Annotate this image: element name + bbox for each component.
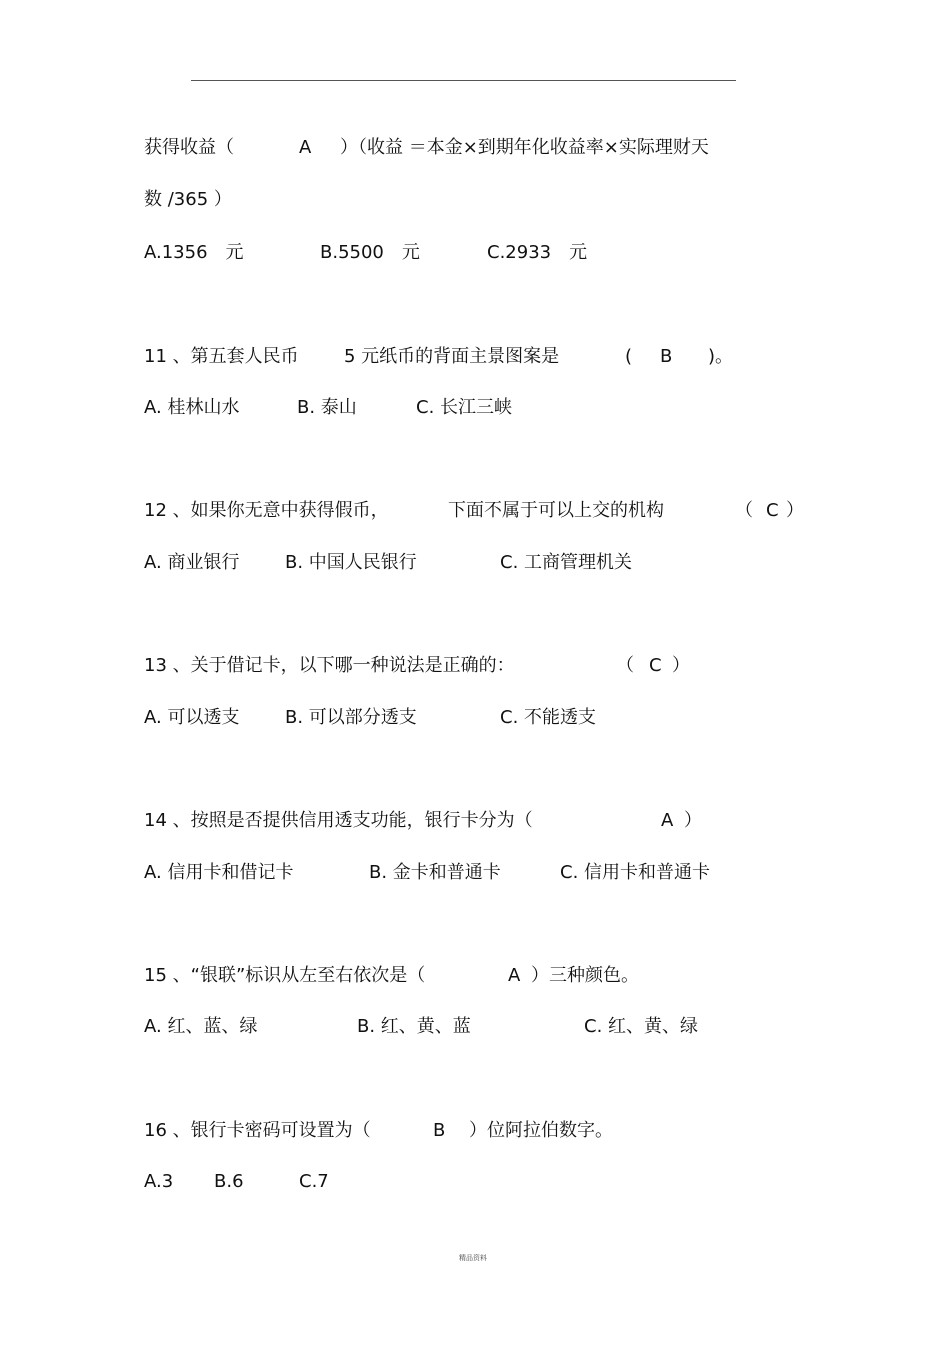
q15-option-c: C. 红、黄、绿: [584, 1016, 699, 1037]
q14-stem: 14 、按照是否提供信用透支功能，银行卡分为（: [144, 810, 533, 831]
q14-answer: A: [661, 810, 674, 831]
q12-stem-b: 下面不属于可以上交的机构: [448, 500, 664, 521]
q16-close: ）位阿拉伯数字。: [469, 1120, 613, 1141]
q13-stem: 13 、关于借记卡，以下哪一种说法是正确的：: [144, 655, 515, 676]
q11-option-a: A. 桂林山水: [144, 397, 240, 418]
q16-option-a: A.3: [144, 1171, 174, 1192]
intro-line1-a: 获得收益（: [144, 137, 234, 158]
q12-option-b: B. 中国人民银行: [285, 552, 417, 573]
q15-option-a: A. 红、蓝、绿: [144, 1016, 258, 1037]
q16-answer: B: [433, 1120, 446, 1141]
page-footer: 精品资料: [459, 1254, 487, 1262]
q14-option-c: C. 信用卡和普通卡: [560, 862, 711, 883]
q13-close: ）: [672, 655, 690, 676]
q16-stem: 16 、银行卡密码可设置为（: [144, 1120, 371, 1141]
q11-option-c: C. 长江三峡: [416, 397, 513, 418]
q12-open: （: [735, 500, 753, 521]
intro-option-c: C.2933 元: [487, 242, 588, 263]
q12-answer: C: [766, 500, 779, 521]
q13-option-c: C. 不能透支: [500, 707, 597, 728]
q14-close: ）: [684, 810, 702, 831]
header-rule: [191, 80, 736, 81]
q14-option-a: A. 信用卡和借记卡: [144, 862, 294, 883]
intro-line1-b: ）（收益 ＝本金×到期年化收益率×实际理财天: [340, 137, 709, 158]
intro-line2: 数 /365 ）: [144, 189, 232, 210]
q14-option-b: B. 金卡和普通卡: [369, 862, 501, 883]
q12-close: ）: [786, 500, 804, 521]
q12-option-a: A. 商业银行: [144, 552, 240, 573]
intro-answer: A: [299, 137, 312, 158]
q11-open: (: [625, 346, 633, 367]
q11-stem-a: 11 、第五套人民币: [144, 346, 299, 367]
q16-option-c: C.7: [299, 1171, 329, 1192]
intro-option-a: A.1356 元: [144, 242, 244, 263]
q13-option-b: B. 可以部分透支: [285, 707, 417, 728]
q15-stem: 15 、“银联”标识从左至右依次是（: [144, 965, 426, 986]
q13-option-a: A. 可以透支: [144, 707, 240, 728]
q15-answer: A: [508, 965, 521, 986]
q11-option-b: B. 泰山: [297, 397, 357, 418]
intro-option-b: B.5500 元: [320, 242, 420, 263]
q13-answer: C: [649, 655, 662, 676]
q12-stem-a: 12 、如果你无意中获得假币，: [144, 500, 389, 521]
q15-option-b: B. 红、黄、蓝: [357, 1016, 471, 1037]
q16-option-b: B.6: [214, 1171, 244, 1192]
q13-open: （: [616, 655, 634, 676]
q11-answer: B: [660, 346, 673, 367]
q11-close: )。: [708, 346, 734, 367]
q11-stem-b: 5 元纸币的背面主景图案是: [344, 346, 560, 367]
q12-option-c: C. 工商管理机关: [500, 552, 633, 573]
q15-close: ）三种颜色。: [531, 965, 639, 986]
